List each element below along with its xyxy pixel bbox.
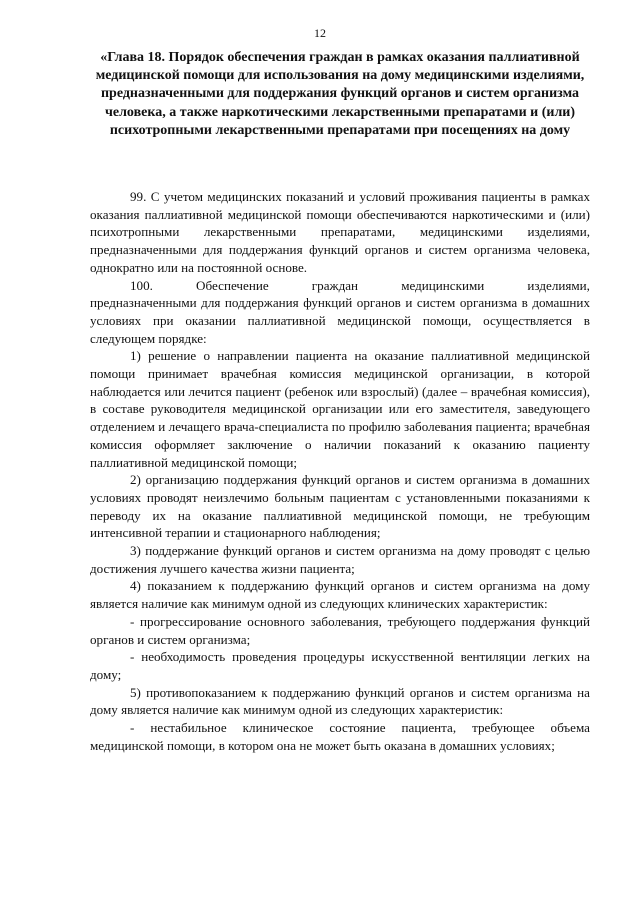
chapter-heading: «Глава 18. Порядок обеспечения граждан в рамках оказания паллиативной медицинской помощи для использования на дому медицинскими изделиями, предназначенными для поддержания функций органов и систем организма человека, а также наркотическими лекарственными препаратами и (или) психотропными лекарственными препаратами при посещениях на дому [95, 50, 585, 138]
paragraph-100-word: граждан [311, 277, 359, 293]
paragraph-100-word: изделиями, [527, 277, 590, 293]
page-number: 12 [314, 26, 326, 40]
document-body [90, 188, 590, 755]
list-item-2: 2) организацию поддержания функций органов и систем организма в домашних условиях проводят неизлечимо больным пациентам с установленными показаниями к переводу их на оказание паллиативной медицинской помощи, не требующим интенсивной терапии и стационарного наблюдения; [90, 472, 590, 541]
list-item-4-bullet: - необходимость проведения процедуры искусственной вентиляции легких на дому; [90, 649, 590, 682]
paragraph-100-word: медицинскими [401, 277, 485, 293]
list-item-1: 1) решение о направлении пациента на оказание паллиативной медицинской помощи принимает врачебная комиссия медицинской организации, в которой наблюдается или лечится пациент (ребенок или взрослый) (далее – врачебная комиссия), в составе руководителя медицинской организации или его заместителя, заведующего отделением и лечащего врача-специалиста по профилю заболевания пациента; врачебная комиссия оформляет заключение о наличии показаний к оказанию пациенту паллиативной медицинской помощи; [90, 348, 590, 470]
list-item-4-bullet: - прогрессирование основного заболевания, требующего поддержания функций органов и систем организма; [90, 613, 590, 647]
paragraph-100-first-line [130, 277, 590, 295]
paragraph-99: 99. С учетом медицинских показаний и условий проживания пациенты в рамках оказания паллиативной медицинской помощи обеспечиваются наркотическими и (или) психотропными лекарственными препаратами, медицинскими изделиями, предназначенными для поддержания функций органов и систем организма человека, однократно или на постоянной основе. [90, 189, 590, 275]
paragraph-100-continuation: предназначенными для поддержания функций органов и систем организма в домашних условиях при оказании паллиативной медицинской помощи, осуществляется в следующем порядке: [90, 295, 590, 346]
list-item-4: 4) показанием к поддержанию функций органов и систем организма на дому является наличие как минимум одной из следующих клинических характеристик: [90, 578, 590, 612]
list-item-5: 5) противопоказанием к поддержанию функций органов и систем организма на дому является наличие как минимум одной из следующих характеристик: [90, 684, 590, 718]
list-item-5-bullet: - нестабильное клиническое состояние пациента, требующее объема медицинской помощи, в котором она не может быть оказана в домашних условиях; [90, 720, 590, 753]
list-item-3: 3) поддержание функций органов и систем организма на дому проводят с целью достижения лучшего качества жизни пациента; [90, 543, 590, 576]
paragraph-100-word: 100. [130, 277, 153, 293]
paragraph-100-word: Обеспечение [196, 277, 269, 293]
